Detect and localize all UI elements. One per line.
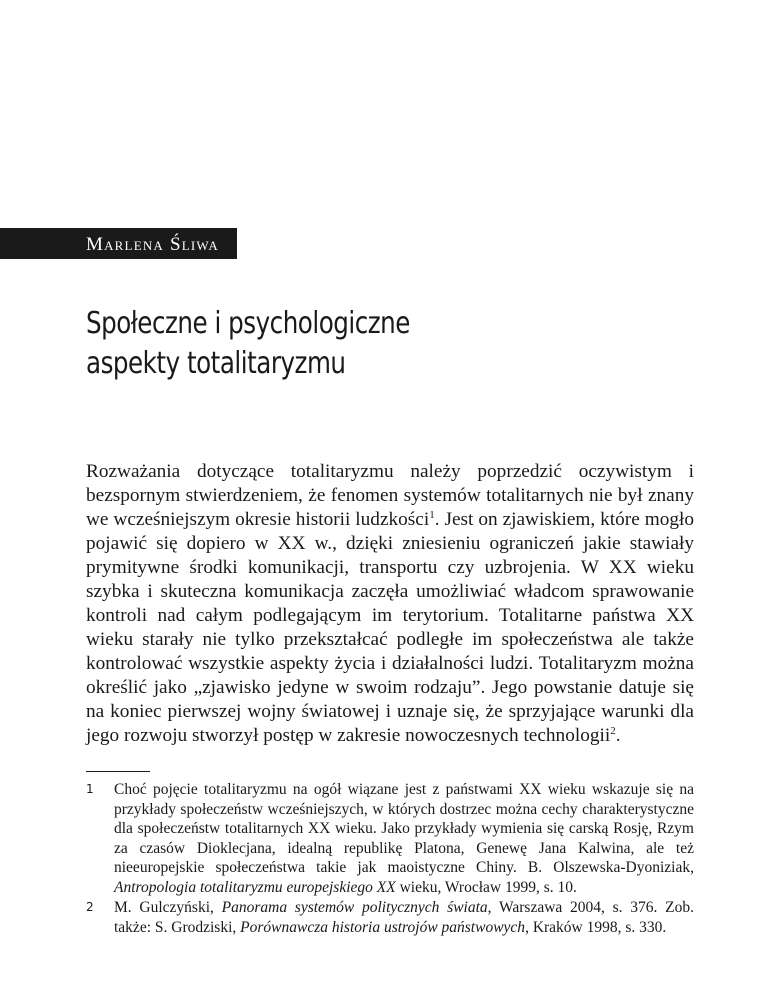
footnote-text-part: Choć pojęcie totalitaryzmu na ogół wiązane jest z państwami XX wieku wskazuje się na przykłady społeczeństw wcześniejszych, w których dostrzec można cechy charakterystyczne dla społeczeństw totalitarnych XX wieku. Jako przykłady wymienia się carską Rosję, Rzym za czasów Dioklecjana, idealną republikę Platona, Genewę Jana Kalwina, ale też nieeuropejskie społeczeństwa takie jak maoistyczne Chiny. B. Olszewska-Dyoniziak,: [114, 781, 694, 876]
footnote-title-italic: Porównawcza historia ustrojów państwowych: [240, 918, 526, 936]
footnote-text-part: , Kraków 1998, s. 330.: [525, 918, 667, 936]
author-name: Marlena Śliwa: [86, 234, 220, 255]
footnote-number: 2: [86, 900, 94, 914]
body-paragraph: [86, 460, 694, 748]
body-text-part-1: Rozważania dotyczące totalitaryzmu należy poprzedzić oczywistym i bezspornym stwierdzeniem, że fenomen systemów totalitarnych nie był znany we wcześniejszym okresie historii ludzkości: [86, 461, 694, 530]
chapter-title-line-1: Społeczne i psychologiczne: [86, 306, 410, 341]
footnote-title-italic: Panorama systemów politycznych świata: [221, 899, 488, 916]
footnote-text-part: wieku, Wrocław 1999, s. 10.: [395, 878, 577, 896]
footnote-1: [86, 780, 694, 900]
footnote-text: [114, 780, 694, 897]
footnote-ref-1[interactable]: 1: [429, 509, 435, 521]
footnote-ref-2[interactable]: 2: [610, 725, 616, 737]
author-band: [0, 228, 237, 259]
footnote-text-part: , Warszawa 2004, s. 376. Zob. także: S. Grodziski,: [114, 899, 694, 936]
body-text-part-3: .: [615, 725, 621, 746]
body-text-part-2: . Jest on zjawiskiem, które mogło pojawić się dopiero w XX w., dzięki zniesieniu ograniczeń jakie stawiały prymitywne środki komunikacji, transportu czy uzbrojenia. W XX wieku szybka i skuteczna komunikacja zaczęła umożliwiać władcom sprawowanie kontroli nad całym podlegającym im terytorium. Totalitarne państwa XX wieku starały nie tylko przekształcać podległe im społeczeństwa ale także kontrolować wszystkie aspekty życia i działalności ludzi. Totalitaryzm można określić jako „zjawisko jedyne w swoim rodzaju”. Jego powstanie datuje się na koniec pierwszej wojny światowej i uznaje się, że sprzyjające warunki dla jego rozwoju stworzył postęp w zakresie nowoczesnych technologii: [86, 509, 694, 746]
footnote-text-part: M. Gulczyński,: [114, 899, 222, 916]
chapter-title: [86, 304, 578, 384]
footnote-text: [114, 898, 694, 937]
chapter-title-line-2: aspekty totalitaryzmu: [86, 346, 346, 381]
footnote-number: 1: [86, 782, 94, 796]
footnote-2: [86, 898, 694, 938]
footnote-separator: [86, 771, 150, 772]
footnote-title-italic: Antropologia totalitaryzmu europejskiego XX: [114, 878, 396, 896]
